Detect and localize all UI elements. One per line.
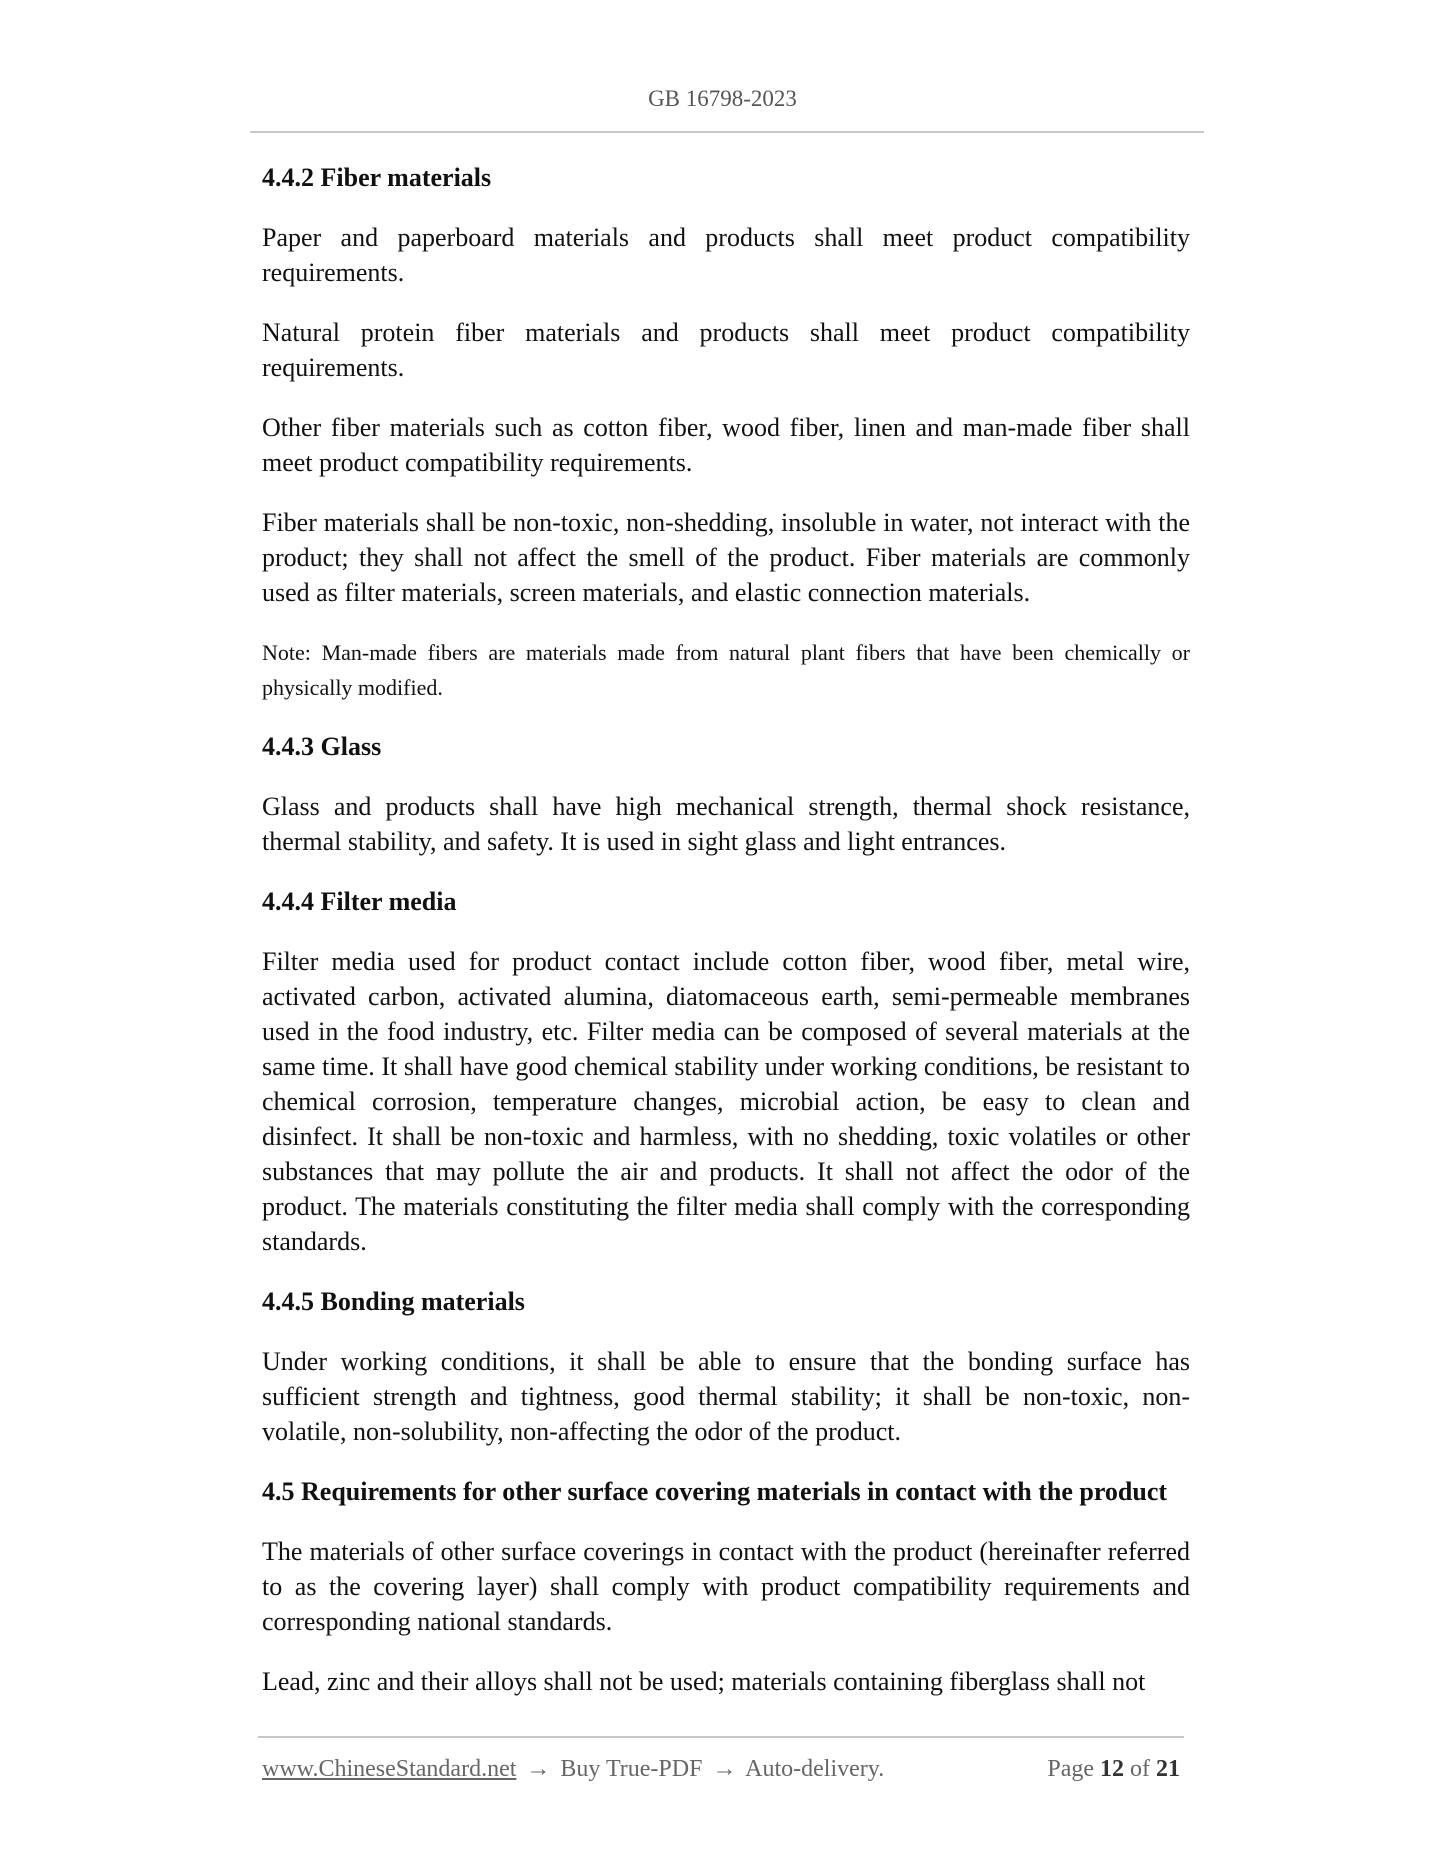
paragraph: Fiber materials shall be non-toxic, non-shedding, insoluble in water, not interact with the product; they shall not affect the smell of the product. Fiber materials are commonly used as filter materials, screen materials, and elastic connection materials. [262, 508, 1190, 607]
page-label: Page [1047, 1756, 1094, 1782]
delivery-text: Auto-delivery. [745, 1756, 885, 1782]
page-total: 21 [1156, 1756, 1180, 1782]
paragraph: Under working conditions, it shall be able to ensure that the bonding surface has sufficient strength and tightness, good thermal stability; it shall be non-toxic, non-volatile, non-solubility, non-affecting the odor of the product. [262, 1347, 1190, 1446]
document-body [262, 160, 1190, 1724]
arrow-right-icon: → [712, 1756, 737, 1782]
section-heading-4-4-3: 4.4.3 Glass [262, 732, 382, 761]
footer-divider [258, 1736, 1184, 1738]
paragraph: Lead, zinc and their alloys shall not be used; materials containing fiberglass shall not [262, 1667, 1146, 1696]
paragraph: Natural protein fiber materials and products shall meet product compatibility requirements. [262, 318, 1190, 382]
paragraph: Glass and products shall have high mechanical strength, thermal shock resistance, thermal stability, and safety. It is used in sight glass and light entrances. [262, 792, 1190, 856]
paragraph: Other fiber materials such as cotton fiber, wood fiber, linen and man-made fiber shall meet product compatibility requirements. [262, 413, 1190, 477]
arrow-right-icon: → [526, 1756, 551, 1782]
paragraph: The materials of other surface coverings in contact with the product (hereinafter referred to as the covering layer) shall comply with product compatibility requirements and corresponding national standards. [262, 1537, 1190, 1636]
of-label: of [1130, 1756, 1150, 1782]
page-number [1047, 1754, 1180, 1784]
footer-left [262, 1754, 884, 1784]
paragraph: Filter media used for product contact include cotton fiber, wood fiber, metal wire, activated carbon, activated alumina, diatomaceous earth, semi-permeable membranes used in the food industry, etc. Filter media can be composed of several materials at the same time. It shall have good chemical stability under working conditions, be resistant to chemical corrosion, temperature changes, microbial action, be easy to clean and disinfect. It shall be non-toxic and harmless, with no shedding, toxic volatiles or other substances that may pollute the air and products. It shall not affect the odor of the product. The materials constituting the filter media shall comply with the corresponding standards. [262, 947, 1190, 1256]
buy-text: Buy True-PDF [560, 1756, 703, 1782]
site-link[interactable]: www.ChineseStandard.net [262, 1756, 517, 1782]
section-heading-4-4-4: 4.4.4 Filter media [262, 887, 457, 916]
section-heading-4-4-2: 4.4.2 Fiber materials [262, 163, 492, 192]
section-heading-4-5: 4.5 Requirements for other surface covering materials in contact with the product [262, 1477, 1168, 1506]
paragraph: Paper and paperboard materials and products shall meet product compatibility requirements. [262, 223, 1190, 287]
note: Note: Man-made fibers are materials made from natural plant fibers that have been chemically or physically modified. [262, 640, 1190, 700]
section-heading-4-4-5: 4.4.5 Bonding materials [262, 1287, 525, 1316]
header-divider [250, 131, 1204, 133]
page-current: 12 [1100, 1756, 1124, 1782]
document-header-code: GB 16798-2023 [648, 86, 797, 111]
